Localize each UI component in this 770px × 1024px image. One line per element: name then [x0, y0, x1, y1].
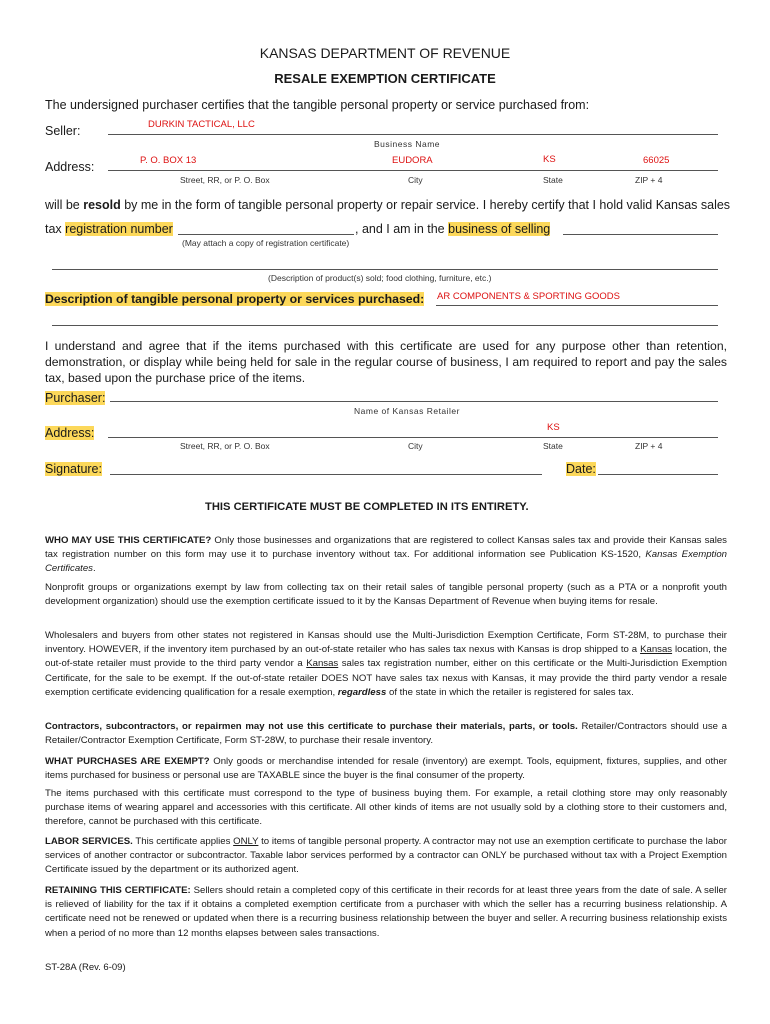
seller-state-field[interactable]: KS [543, 154, 556, 165]
purchaser-label: Purchaser: [45, 391, 106, 405]
purchaser-address-field[interactable] [108, 437, 718, 438]
street-caption: Street, RR, or P. O. Box [180, 175, 270, 185]
agency-title: KANSAS DEPARTMENT OF REVENUE [259, 45, 511, 61]
registration-number-field[interactable] [178, 234, 354, 235]
seller-name-field[interactable]: DURKIN TACTICAL, LLC [148, 119, 255, 130]
retaining-section: RETAINING THIS CERTIFICATE: Sellers should retain a completed copy of this certificate in their records for at least three years from the date of sale. A seller is relieved of liability for the tax if it obtains a completed exemption certificate from a purchaser with which the seller has a recurring business relationship. A certificate need not be renewed or updated when there is a recurring business relationship between the buyer and seller. A recurring business relationship exists when a period of no more than 12 months elapses between sales transactions. [45, 885, 727, 939]
resold-statement: will be resold by me in the form of tangible personal property or repair service. I hereby certify that I hold valid Kansas sales [45, 198, 731, 212]
products-sold-field[interactable] [52, 269, 718, 270]
state-caption: State [543, 175, 563, 185]
attach-caption: (May attach a copy of registration certificate) [182, 238, 350, 248]
products-caption: (Description of product(s) sold; food clothing, furniture, etc.) [268, 273, 492, 283]
description-line [436, 305, 718, 306]
business-selling-text: , and I am in the business of selling [355, 222, 551, 236]
city-caption: City [408, 175, 423, 185]
labor-services-section: LABOR SERVICES. This certificate applies ONLY to items of tangible personal property. A contractor may not use an exemption certificate to purchase the labor services of another contractor or subcontractor. Taxable labor services performed by a contractor can ONLY be purchased without tax with a Project Exemption Certificate issued by the department or its authorized agent. [45, 836, 727, 876]
must-complete-notice: THIS CERTIFICATE MUST BE COMPLETED IN ITS ENTIRETY. [205, 501, 529, 513]
who-may-use-section: WHO MAY USE THIS CERTIFICATE? Only those businesses and organizations that are registered to collect Kansas sales tax and provide their Kansas sales tax registration number on this form may use it to purchase inventory without tax. For additional information see Publication KS-1520, Kansas Exemption Certificates. [45, 535, 727, 575]
tax-line: tax registration number [45, 222, 173, 236]
seller-line [108, 134, 718, 135]
contractors-section: Contractors, subcontractors, or repairmen may not use this certificate to purchase their materials, parts, or tools. Retailer/Contractors should use a Retailer/Contractor Exemption Certificate, Form ST-28W, to purchase their resale inventory. [45, 721, 727, 747]
seller-city-field[interactable]: EUDORA [392, 155, 433, 166]
date-field[interactable] [598, 474, 718, 475]
seller-zip-field[interactable]: 66025 [643, 155, 670, 166]
certificate-title: RESALE EXEMPTION CERTIFICATE [274, 71, 496, 86]
purchaser-state-caption: State [543, 441, 563, 451]
agreement-text: I understand and agree that if the items purchased with this certificate are used for any purpose other than retention, demonstration, or display while being held for sale in the regular course of business, I am required to report and pay the sales tax, based upon the purchase price of the items. [45, 339, 727, 385]
purchaser-city-caption: City [408, 441, 423, 451]
zip-caption: ZIP + 4 [635, 175, 663, 185]
signature-label: Signature: [45, 462, 102, 476]
what-exempt-section: WHAT PURCHASES ARE EXEMPT? Only goods or merchandise intended for resale (inventory) are exempt. Tools, equipment, fixtures, supplies, and other items purchased for business or personal use are TAXABLE since the buyer is the final consumer of the property. [45, 756, 727, 782]
purchaser-street-caption: Street, RR, or P. O. Box [180, 441, 270, 451]
description-label: Description of tangible personal property or services purchased: [45, 292, 425, 306]
seller-label: Seller: [45, 124, 81, 138]
purchaser-zip-caption: ZIP + 4 [635, 441, 663, 451]
intro-text: The undersigned purchaser certifies that the tangible personal property or service purchased from: [45, 98, 590, 112]
purchaser-name-field[interactable] [110, 401, 718, 402]
seller-street-field[interactable]: P. O. BOX 13 [140, 155, 197, 166]
business-name-caption: Business Name [374, 139, 441, 149]
nonprofit-section: Nonprofit groups or organizations exempt by law from collecting tax on their retail sales of tangible personal property (such as a PTA or a nonprofit youth development organization) should use the exemption certificate issued to it by the Kansas Department of Revenue when buying items for resale. [45, 582, 727, 608]
date-label: Date: [566, 462, 596, 476]
purchaser-state-field[interactable]: KS [547, 422, 560, 433]
seller-address-line [108, 170, 718, 171]
retailer-caption: Name of Kansas Retailer [354, 406, 460, 416]
purchaser-address-label: Address: [45, 426, 95, 440]
seller-address-label: Address: [45, 160, 95, 174]
form-id: ST-28A (Rev. 6-09) [45, 962, 126, 973]
signature-field[interactable] [110, 474, 542, 475]
description-field[interactable]: AR COMPONENTS & SPORTING GOODS [437, 291, 620, 302]
description-line-2[interactable] [52, 325, 718, 326]
business-of-selling-field[interactable] [563, 234, 718, 235]
wholesalers-section: Wholesalers and buyers from other states not registered in Kansas should use the Multi-Jurisdiction Exemption Certificate, Form ST-28M, to purchase their inventory. HOWEVER, if the inventory item purchased by an out-of-state retailer who has sales tax nexus with Kansas is drop shipped to a Kansas location, the out-of-state retailer must provide to the third party vendor a Kansas sales tax registration number, either on this certificate or the Multi-Jurisdiction Exemption Certificate, for the sale to be exempt. If the out-of-state retailer DOES NOT have sales tax nexus with Kansas, it may provide the third party vendor a resale exemption certificate evidencing qualification for a resale exemption, regardless of the state in which the retailer is registered for sales tax. [45, 630, 728, 698]
items-section: The items purchased with this certificate must correspond to the type of business buying them. For example, a retail clothing store may only reasonably purchase items of wearing apparel and accessories with this certificate. All other kinds of items are not usually sold by a clothing store to their customers and, therefore, cannot be purchased with this certificate. [45, 788, 727, 828]
registration-number-label: registration number [65, 222, 173, 236]
